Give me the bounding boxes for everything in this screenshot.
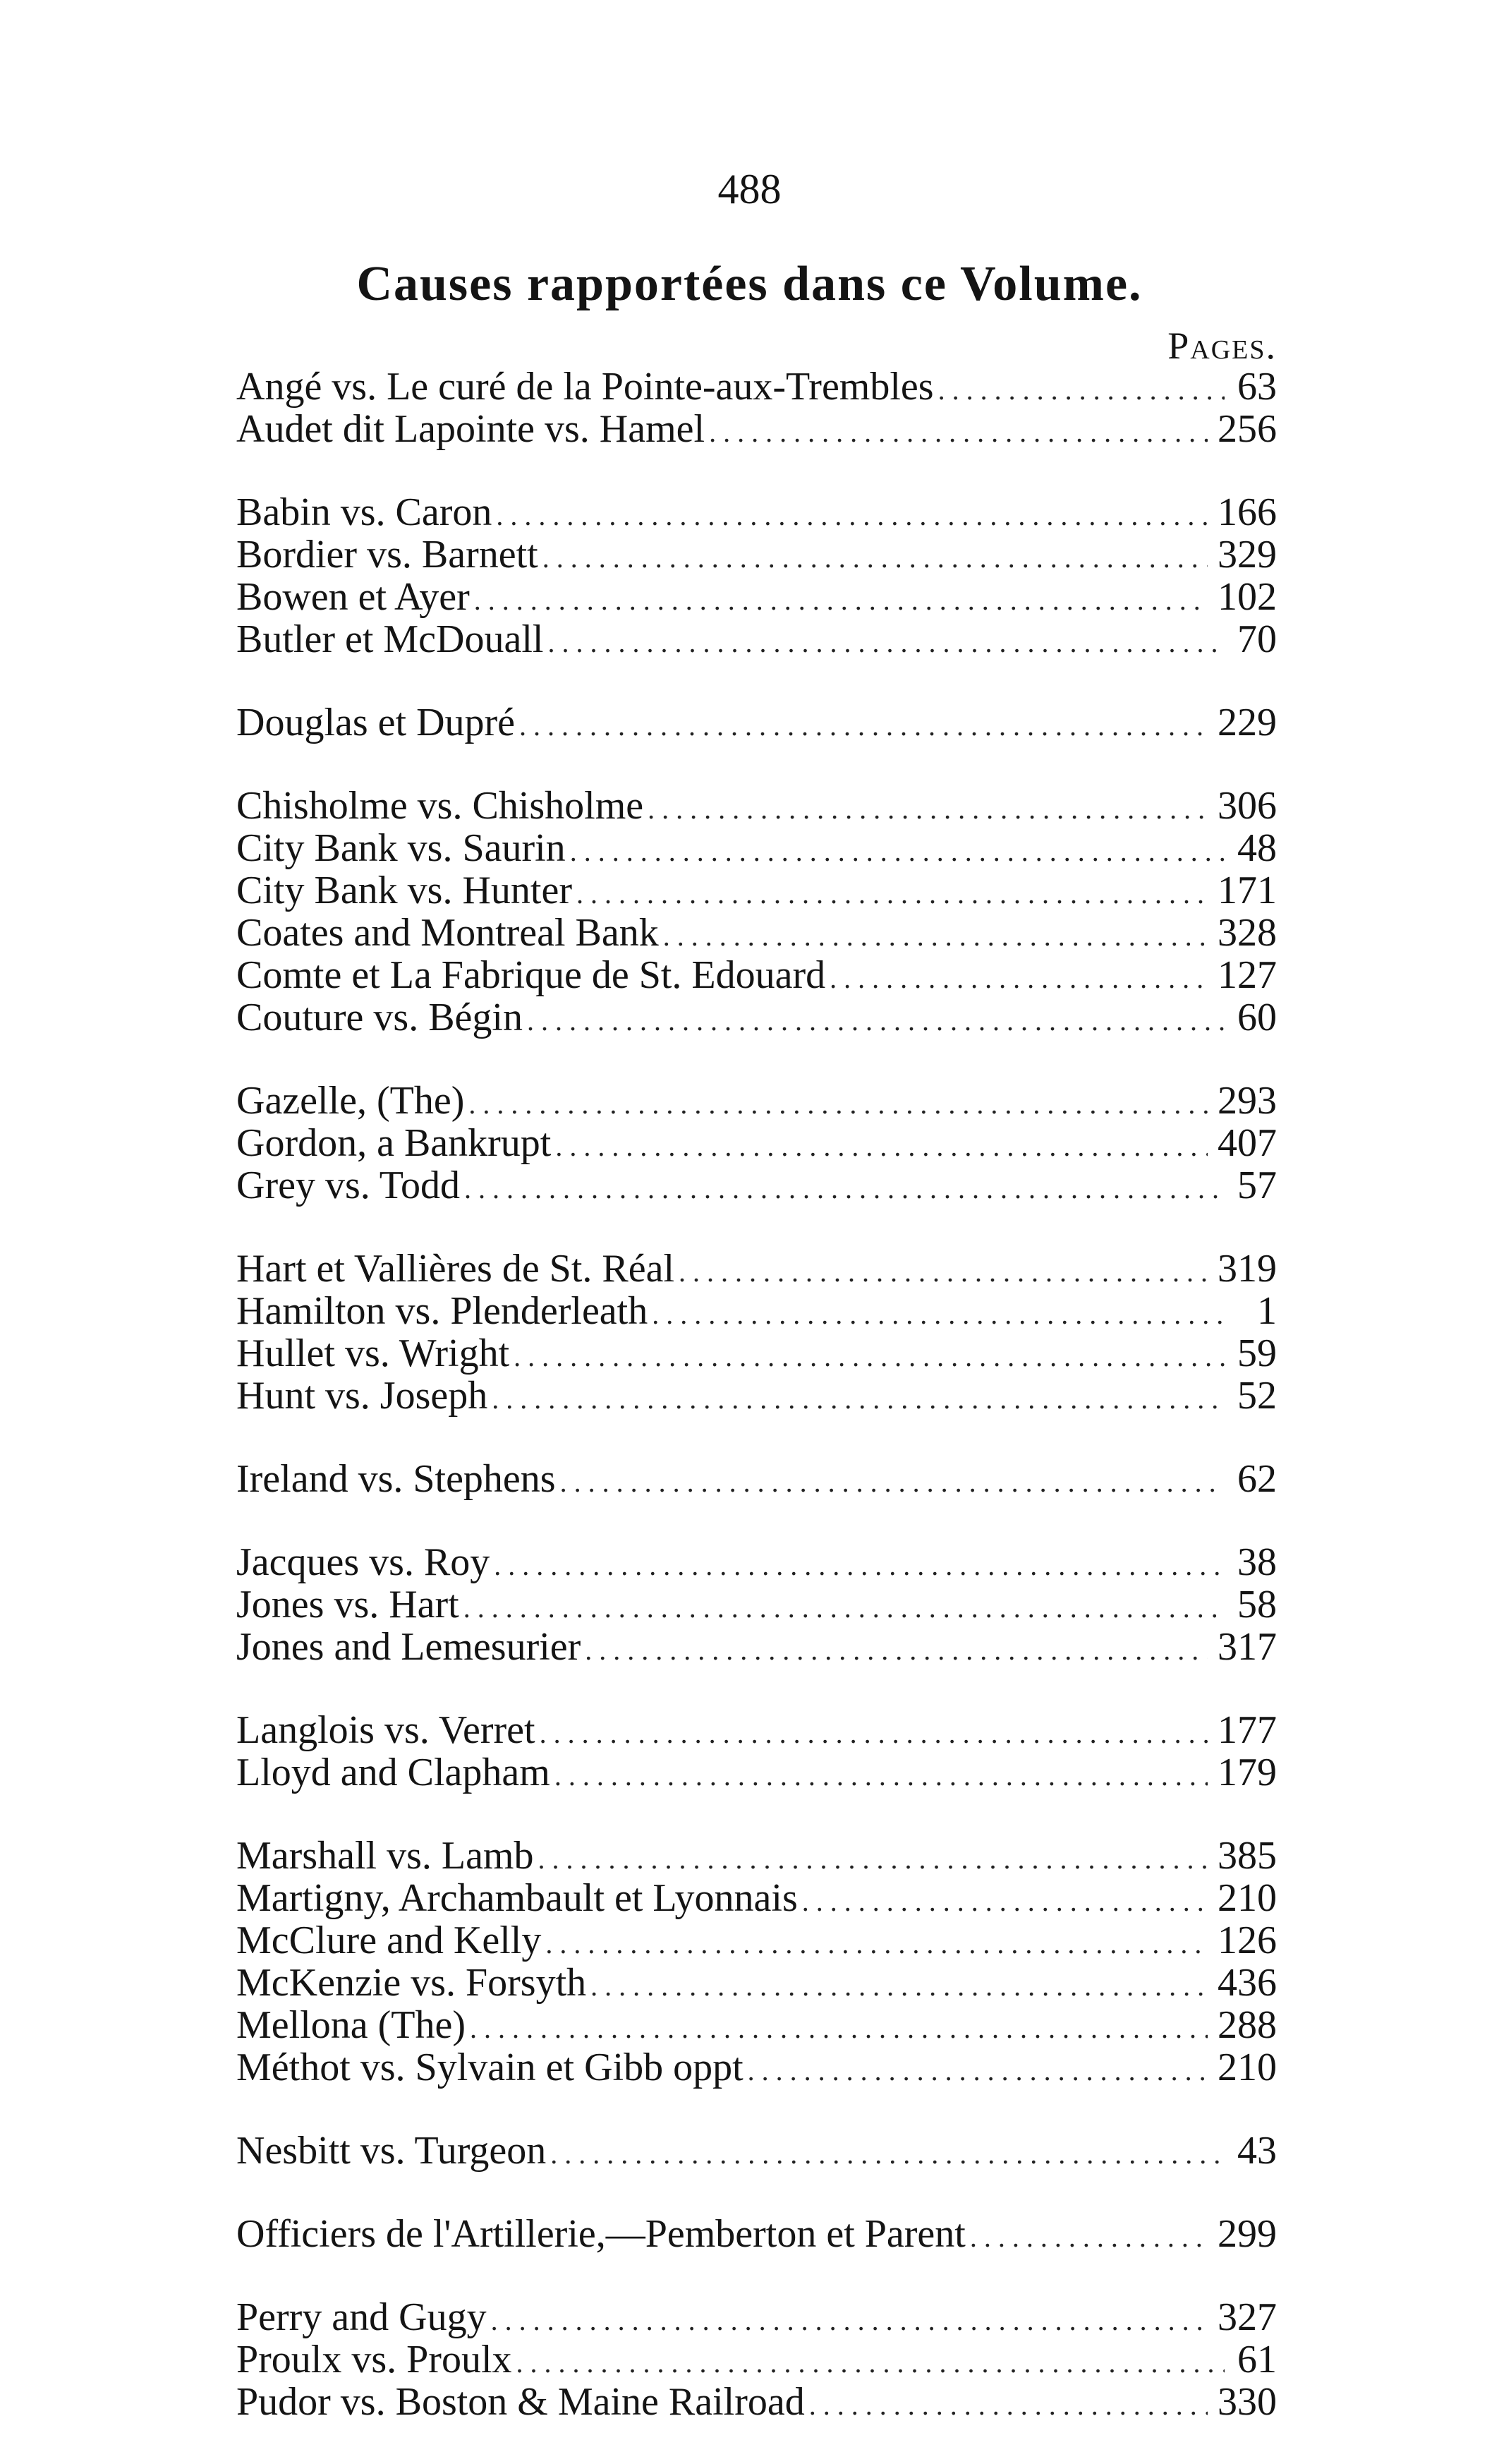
dot-leader xyxy=(491,2300,1208,2342)
case-name: Hart et Vallières de St. Réal xyxy=(236,1247,675,1291)
index-group xyxy=(236,1248,1277,1417)
index-group xyxy=(236,701,1277,744)
pages-column-header: Pages. xyxy=(1167,325,1277,367)
dot-leader xyxy=(470,2007,1208,2050)
page-reference: 330 xyxy=(1218,2380,1277,2424)
index-entry xyxy=(236,1122,1277,1164)
page-reference: 62 xyxy=(1237,1457,1277,1501)
case-name: Nesbitt vs. Turgeon xyxy=(236,2129,547,2173)
index-entry xyxy=(236,1080,1277,1122)
dot-leader xyxy=(555,1125,1208,1168)
page-reference: 70 xyxy=(1237,617,1277,661)
case-name: Angé vs. Le curé de la Pointe-aux-Trembles xyxy=(236,365,934,409)
index-entry xyxy=(236,366,1277,408)
dot-leader xyxy=(474,579,1208,622)
dot-leader xyxy=(570,831,1225,873)
index-group xyxy=(236,2130,1277,2172)
page-reference: 288 xyxy=(1218,2003,1277,2047)
page-reference: 38 xyxy=(1237,1540,1277,1584)
page-reference: 58 xyxy=(1237,1583,1277,1626)
case-name: Hunt vs. Joseph xyxy=(236,1374,488,1418)
dot-leader xyxy=(970,2216,1208,2259)
index-entry xyxy=(236,701,1277,744)
dot-leader xyxy=(464,1168,1225,1210)
index-entry xyxy=(236,785,1277,827)
index-entry xyxy=(236,408,1277,450)
index-group xyxy=(236,1458,1277,1500)
page-reference: 48 xyxy=(1237,826,1277,870)
index-entry xyxy=(236,2004,1277,2046)
case-name: Proulx vs. Proulx xyxy=(236,2338,512,2381)
dot-leader xyxy=(830,958,1208,1000)
page-reference: 179 xyxy=(1218,1751,1277,1794)
dot-leader xyxy=(709,411,1208,454)
index-entry xyxy=(236,1375,1277,1417)
index-group xyxy=(236,2296,1277,2423)
dot-leader xyxy=(809,2384,1208,2427)
dot-leader xyxy=(538,1838,1208,1880)
index-group xyxy=(236,1835,1277,2089)
case-name: Mellona (The) xyxy=(236,2003,466,2047)
page-reference: 177 xyxy=(1218,1708,1277,1752)
page-reference: 306 xyxy=(1218,784,1277,828)
page-reference: 256 xyxy=(1218,407,1277,451)
case-name: Méthot vs. Sylvain et Gibb oppt xyxy=(236,2046,744,2089)
case-name: City Bank vs. Saurin xyxy=(236,826,566,870)
page-reference: 1 xyxy=(1257,1289,1277,1333)
dot-leader xyxy=(468,1083,1208,1125)
page-reference: 329 xyxy=(1218,533,1277,576)
index-entry xyxy=(236,869,1277,912)
case-name: Couture vs. Bégin xyxy=(236,996,523,1039)
page-reference: 229 xyxy=(1218,701,1277,744)
index-group xyxy=(236,2213,1277,2255)
case-name: Butler et McDouall xyxy=(236,617,544,661)
index-entry xyxy=(236,996,1277,1039)
dot-leader xyxy=(494,1545,1225,1587)
dot-leader xyxy=(519,705,1208,747)
page-reference: 293 xyxy=(1218,1079,1277,1123)
page-reference: 407 xyxy=(1218,1121,1277,1165)
case-name: Lloyd and Clapham xyxy=(236,1751,550,1794)
page-reference: 166 xyxy=(1218,490,1277,534)
index-entry xyxy=(236,1164,1277,1207)
case-name: McKenzie vs. Forsyth xyxy=(236,1961,587,2005)
index-entry xyxy=(236,576,1277,618)
index-entry xyxy=(236,1626,1277,1668)
dot-leader xyxy=(652,1293,1225,1336)
index-entry xyxy=(236,2338,1277,2381)
dot-leader xyxy=(550,2133,1225,2175)
dot-leader xyxy=(527,1000,1225,1042)
dot-leader xyxy=(585,1629,1208,1672)
case-name: Audet dit Lapointe vs. Hamel xyxy=(236,407,705,451)
page-number: 488 xyxy=(717,166,782,212)
dot-leader xyxy=(554,1755,1208,1797)
index-entry xyxy=(236,491,1277,533)
dot-leader xyxy=(663,915,1208,958)
case-name: Babin vs. Caron xyxy=(236,490,492,534)
case-name: Chisholme vs. Chisholme xyxy=(236,784,644,828)
page-reference: 319 xyxy=(1218,1247,1277,1291)
index-entry xyxy=(236,912,1277,954)
page-reference: 126 xyxy=(1218,1919,1277,1962)
case-name: Martigny, Archambault et Lyonnais xyxy=(236,1876,798,1920)
index-entry xyxy=(236,1583,1277,1626)
dot-leader xyxy=(576,873,1208,915)
case-name: McClure and Kelly xyxy=(236,1919,542,1962)
index-group xyxy=(236,1080,1277,1207)
case-name: Coates and Montreal Bank xyxy=(236,911,659,955)
index-entry xyxy=(236,1290,1277,1332)
index-group xyxy=(236,1709,1277,1794)
page-reference: 63 xyxy=(1237,365,1277,409)
page-reference: 328 xyxy=(1218,911,1277,955)
case-name: Douglas et Dupré xyxy=(236,701,516,744)
dot-leader xyxy=(540,1713,1208,1755)
case-name: Hamilton vs. Plenderleath xyxy=(236,1289,648,1333)
page-reference: 171 xyxy=(1218,869,1277,912)
case-name: Jones and Lemesurier xyxy=(236,1625,581,1669)
dot-leader xyxy=(748,2050,1208,2092)
index-entry xyxy=(236,1458,1277,1500)
case-name: Gazelle, (The) xyxy=(236,1079,465,1123)
index-entry xyxy=(236,2381,1277,2423)
index-entry xyxy=(236,1877,1277,1919)
page-reference: 127 xyxy=(1218,953,1277,997)
page-reference: 210 xyxy=(1218,2046,1277,2089)
case-name: Jacques vs. Roy xyxy=(236,1540,490,1584)
case-name: Bowen et Ayer xyxy=(236,575,470,619)
page-reference: 436 xyxy=(1218,1961,1277,2005)
index-entry xyxy=(236,618,1277,660)
case-name: Ireland vs. Stephens xyxy=(236,1457,556,1501)
case-name: City Bank vs. Hunter xyxy=(236,869,572,912)
index-group xyxy=(236,1541,1277,1668)
page-reference: 43 xyxy=(1237,2129,1277,2173)
page-heading: Causes rapportées dans ce Volume. xyxy=(356,257,1143,311)
index-entry xyxy=(236,2296,1277,2338)
dot-leader xyxy=(514,1336,1225,1378)
index-entry xyxy=(236,2130,1277,2172)
page-reference: 385 xyxy=(1218,1834,1277,1878)
index-entry xyxy=(236,1751,1277,1794)
case-index xyxy=(236,366,1277,2464)
case-name: Bordier vs. Barnett xyxy=(236,533,538,576)
page-reference: 299 xyxy=(1218,2212,1277,2256)
index-entry xyxy=(236,954,1277,996)
index-entry xyxy=(236,1919,1277,1962)
case-name: Gordon, a Bankrupt xyxy=(236,1121,552,1165)
index-entry xyxy=(236,1248,1277,1290)
case-name: Langlois vs. Verret xyxy=(236,1708,535,1752)
index-group xyxy=(236,491,1277,660)
case-name: Jones vs. Hart xyxy=(236,1583,459,1626)
dot-leader xyxy=(496,495,1208,537)
page-reference: 57 xyxy=(1237,1164,1277,1207)
page-reference: 59 xyxy=(1237,1331,1277,1375)
page-reference: 327 xyxy=(1218,2295,1277,2339)
index-entry xyxy=(236,2213,1277,2255)
dot-leader xyxy=(463,1587,1225,1629)
dot-leader xyxy=(547,622,1225,664)
index-entry xyxy=(236,1709,1277,1751)
dot-leader xyxy=(492,1378,1225,1420)
dot-leader xyxy=(679,1251,1208,1293)
index-entry xyxy=(236,1962,1277,2004)
dot-leader xyxy=(516,2342,1225,2384)
index-entry xyxy=(236,827,1277,869)
case-name: Marshall vs. Lamb xyxy=(236,1834,534,1878)
page-reference: 60 xyxy=(1237,996,1277,1039)
dot-leader xyxy=(560,1461,1225,1504)
case-name: Comte et La Fabrique de St. Edouard xyxy=(236,953,826,997)
case-name: Hullet vs. Wright xyxy=(236,1331,510,1375)
index-entry xyxy=(236,1332,1277,1375)
dot-leader xyxy=(648,788,1208,831)
dot-leader xyxy=(545,1923,1208,1965)
case-name: Grey vs. Todd xyxy=(236,1164,461,1207)
case-name: Officiers de l'Artillerie,—Pemberton et Parent xyxy=(236,2212,966,2256)
page-reference: 52 xyxy=(1237,1374,1277,1418)
page-reference: 61 xyxy=(1237,2338,1277,2381)
index-group xyxy=(236,785,1277,1039)
index-entry xyxy=(236,2046,1277,2089)
dot-leader xyxy=(590,1965,1208,2007)
index-entry xyxy=(236,1835,1277,1877)
page-reference: 102 xyxy=(1218,575,1277,619)
case-name: Perry and Gugy xyxy=(236,2295,487,2339)
case-name: Pudor vs. Boston & Maine Railroad xyxy=(236,2380,805,2424)
page-reference: 210 xyxy=(1218,1876,1277,1920)
dot-leader xyxy=(938,369,1225,411)
index-entry xyxy=(236,533,1277,576)
dot-leader xyxy=(542,537,1208,579)
index-entry xyxy=(236,1541,1277,1583)
page-reference: 317 xyxy=(1218,1625,1277,1669)
dot-leader xyxy=(802,1880,1208,1923)
index-group xyxy=(236,366,1277,450)
